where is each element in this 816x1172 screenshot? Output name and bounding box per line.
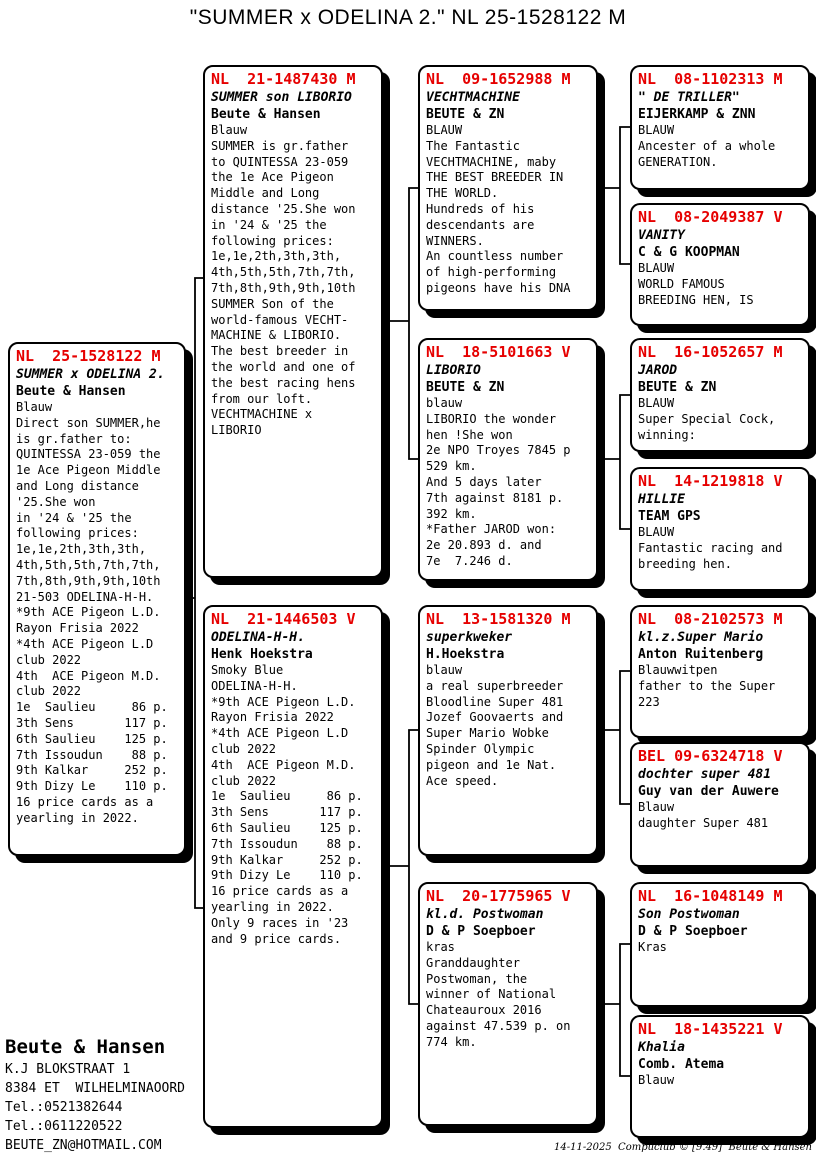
pigeon-description: BLAUW Super Special Cock, winning: — [638, 396, 776, 442]
ring-number: NL 25-1528122 M — [16, 347, 161, 365]
owner-name: Henk Hoekstra — [211, 647, 313, 662]
ring-number: NL 08-2049387 V — [638, 208, 783, 226]
page-title: "SUMMER x ODELINA 2." NL 25-1528122 M — [189, 6, 627, 29]
print-info: 14-11-2025 Compuclub © [9.49] Beute & Hansen — [554, 1142, 812, 1153]
pigeon-description: Kras — [638, 940, 667, 954]
connector-bracket-gp2 — [598, 395, 630, 529]
pedigree-box-grandmother-maternal — [418, 882, 598, 1126]
pigeon-description: Blauw daughter Super 481 — [638, 800, 769, 830]
pedigree-box-great-grandparent-7 — [630, 882, 810, 1007]
ring-number: NL 14-1219818 V — [638, 472, 783, 490]
pigeon-description: Blauw Direct son SUMMER,he is gr.father to: QUINTESSA 23-059 the 1e Ace Pigeon Middle and Long distance '25.She won in '24 & '25 the following prices: 1e,1e,2th,3th,3th, 4th,5th,5th,7th,7th, 7th,8th,9th,9th,10th 21-503 ODELINA-H-H. *9th ACE Pigeon L.D. Rayon Frisia 2022 *4th ACE Pigeon L.D club 2022 4th ACE Pigeon M.D. club 2022 1e Saulieu 86 p. 3th Sens 117 p. 6th Saulieu 125 p. 7th Issoudun 88 p. 9th Kalkar 252 p. 9th Dizy Le 110 p. 16 price cards as a yearling in 2022. — [16, 400, 168, 825]
pigeon-description: blauw LIBORIO the wonder hen !She won 2e NPO Troyes 7845 p 529 km. And 5 days later 7th against 8181 p. 392 km. *Father JAROD won: 2e 20.893 d. and 7e 7.246 d. — [426, 396, 571, 568]
ring-number: NL 16-1052657 M — [638, 343, 783, 361]
pigeon-name: dochter super 481 — [638, 767, 772, 782]
owner-name: D & P Soepboer — [426, 924, 536, 939]
owner-name: BEUTE & ZN — [426, 380, 505, 395]
ring-number: BEL 09-6324718 V — [638, 747, 783, 765]
connector-bracket-gp3 — [598, 671, 630, 804]
owner-name: Beute & Hansen — [211, 107, 321, 122]
ring-number: NL 18-5101663 V — [426, 343, 571, 361]
owner-name: D & P Soepboer — [638, 924, 748, 939]
pedigree-box-great-grandparent-4 — [630, 467, 810, 591]
ring-number: NL 08-1102313 M — [638, 70, 783, 88]
pigeon-description: BLAUW Fantastic racing and breeding hen. — [638, 525, 783, 571]
pigeon-description: Blauwwitpen father to the Super 223 — [638, 663, 776, 709]
owner-name: C & G KOOPMAN — [638, 245, 740, 260]
ring-number: NL 16-1048149 M — [638, 887, 783, 905]
pigeon-name: Son Postwoman — [638, 907, 740, 922]
pigeon-name: kl.z.Super Mario — [638, 630, 764, 645]
owner-name: H.Hoekstra — [426, 647, 505, 662]
pedigree-box-great-grandparent-1 — [630, 65, 810, 190]
owner-name: Beute & Hansen — [16, 384, 126, 399]
connector-bracket-father-side — [383, 188, 418, 459]
owner-name: Comb. Atema — [638, 1057, 725, 1072]
pigeon-name: SUMMER son LIBORIO — [211, 90, 352, 105]
pigeon-description: BLAUW The Fantastic VECHTMACHINE, maby THE BEST BREEDER IN THE WORLD. Hundreds of his descendants are WINNERS. An countless number of high-performing pigeons have his DNA — [426, 123, 571, 295]
owner-name: Anton Ruitenberg — [638, 647, 764, 662]
ring-number: NL 09-1652988 M — [426, 70, 571, 88]
ring-number: NL 13-1581320 M — [426, 610, 571, 628]
connector-bracket-parents — [186, 278, 203, 908]
pigeon-name: VANITY — [638, 228, 685, 243]
pedigree-box-father — [203, 65, 383, 578]
ring-number: NL 08-2102573 M — [638, 610, 783, 628]
connector-bracket-gp1 — [598, 127, 630, 264]
loft-contact-block — [5, 1034, 185, 1155]
owner-name: BEUTE & ZN — [426, 107, 505, 122]
pedigree-box-grandmother-paternal — [418, 338, 598, 581]
pedigree-box-grandfather-maternal — [418, 605, 598, 856]
owner-name: EIJERKAMP & ZNN — [638, 107, 756, 122]
pedigree-box-great-grandparent-5 — [630, 605, 810, 738]
pigeon-name: " DE TRILLER" — [638, 90, 740, 105]
connector-bracket-gp4 — [598, 944, 630, 1076]
pigeon-description: blauw a real superbreeder Bloodline Super 481 Jozef Goovaerts and Super Mario Wobke Spinder Olympic pigeon and 1e Nat. Ace speed. — [426, 663, 564, 788]
loft-contact-lines: K.J BLOKSTRAAT 1 8384 ET WILHELMINAOORD Tel.:0521382644 Tel.:0611220522 BEUTE_ZN@HOTMAIL.COM — [5, 1062, 186, 1153]
pedigree-box-grandfather-paternal — [418, 65, 598, 311]
pedigree-box-great-grandparent-2 — [630, 203, 810, 326]
pigeon-description: BLAUW WORLD FAMOUS BREEDING HEN, IS — [638, 261, 754, 307]
pedigree-box-subject — [8, 342, 186, 856]
pigeon-name: ODELINA-H-H. — [211, 630, 305, 645]
pigeon-name: JAROD — [638, 363, 678, 378]
pigeon-description: Smoky Blue ODELINA-H-H. *9th ACE Pigeon L.D. Rayon Frisia 2022 *4th ACE Pigeon L.D club 2022 4th ACE Pigeon M.D. club 2022 1e Saulieu 86 p. 3th Sens 117 p. 6th Saulieu 125 p. 7th Issoudun 88 p. 9th Kalkar 252 p. 9th Dizy Le 110 p. 16 price cards as a yearling in 2022. Only 9 races in '23 and 9 price cards. — [211, 663, 363, 946]
pedigree-box-great-grandparent-8 — [630, 1015, 810, 1138]
owner-name: Guy van der Auwere — [638, 784, 779, 799]
pigeon-description: Blauw SUMMER is gr.father to QUINTESSA 23-059 the 1e Ace Pigeon Middle and Long distance '25.She won in '24 & '25 the following prices: 1e,1e,2th,3th,3th, 4th,5th,5th,7th,7th, 7th,8th,9th,9th,10th SUMMER Son of the world-famous VECHT- MACHINE & LIBORIO. The best breeder in the world and one of the best racing hens from our loft. VECHTMACHINE x LIBORIO — [211, 123, 356, 438]
pigeon-name: SUMMER x ODELINA 2. — [16, 367, 165, 382]
ring-number: NL 20-1775965 V — [426, 887, 571, 905]
pigeon-name: LIBORIO — [426, 363, 481, 378]
ring-number: NL 21-1446503 V — [211, 610, 356, 628]
pigeon-name: HILLIE — [638, 492, 685, 507]
owner-name: BEUTE & ZN — [638, 380, 717, 395]
pigeon-description: BLAUW Ancester of a whole GENERATION. — [638, 123, 776, 169]
pigeon-name: VECHTMACHINE — [426, 90, 520, 105]
pigeon-description: Blauw — [638, 1073, 675, 1087]
loft-name: Beute & Hansen — [5, 1036, 166, 1058]
pigeon-description: kras Granddaughter Postwoman, the winner of National Chateauroux 2016 against 47.539 p. on 774 km. — [426, 940, 571, 1049]
pigeon-name: Khalia — [638, 1040, 685, 1055]
pigeon-name: superkweker — [426, 630, 513, 645]
pedigree-box-great-grandparent-3 — [630, 338, 810, 452]
ring-number: NL 18-1435221 V — [638, 1020, 783, 1038]
connector-bracket-mother-side — [383, 730, 418, 1004]
pedigree-box-mother — [203, 605, 383, 1128]
pigeon-name: kl.d. Postwoman — [426, 907, 544, 922]
owner-name: TEAM GPS — [638, 509, 701, 524]
pedigree-box-great-grandparent-6 — [630, 742, 810, 867]
ring-number: NL 21-1487430 M — [211, 70, 356, 88]
